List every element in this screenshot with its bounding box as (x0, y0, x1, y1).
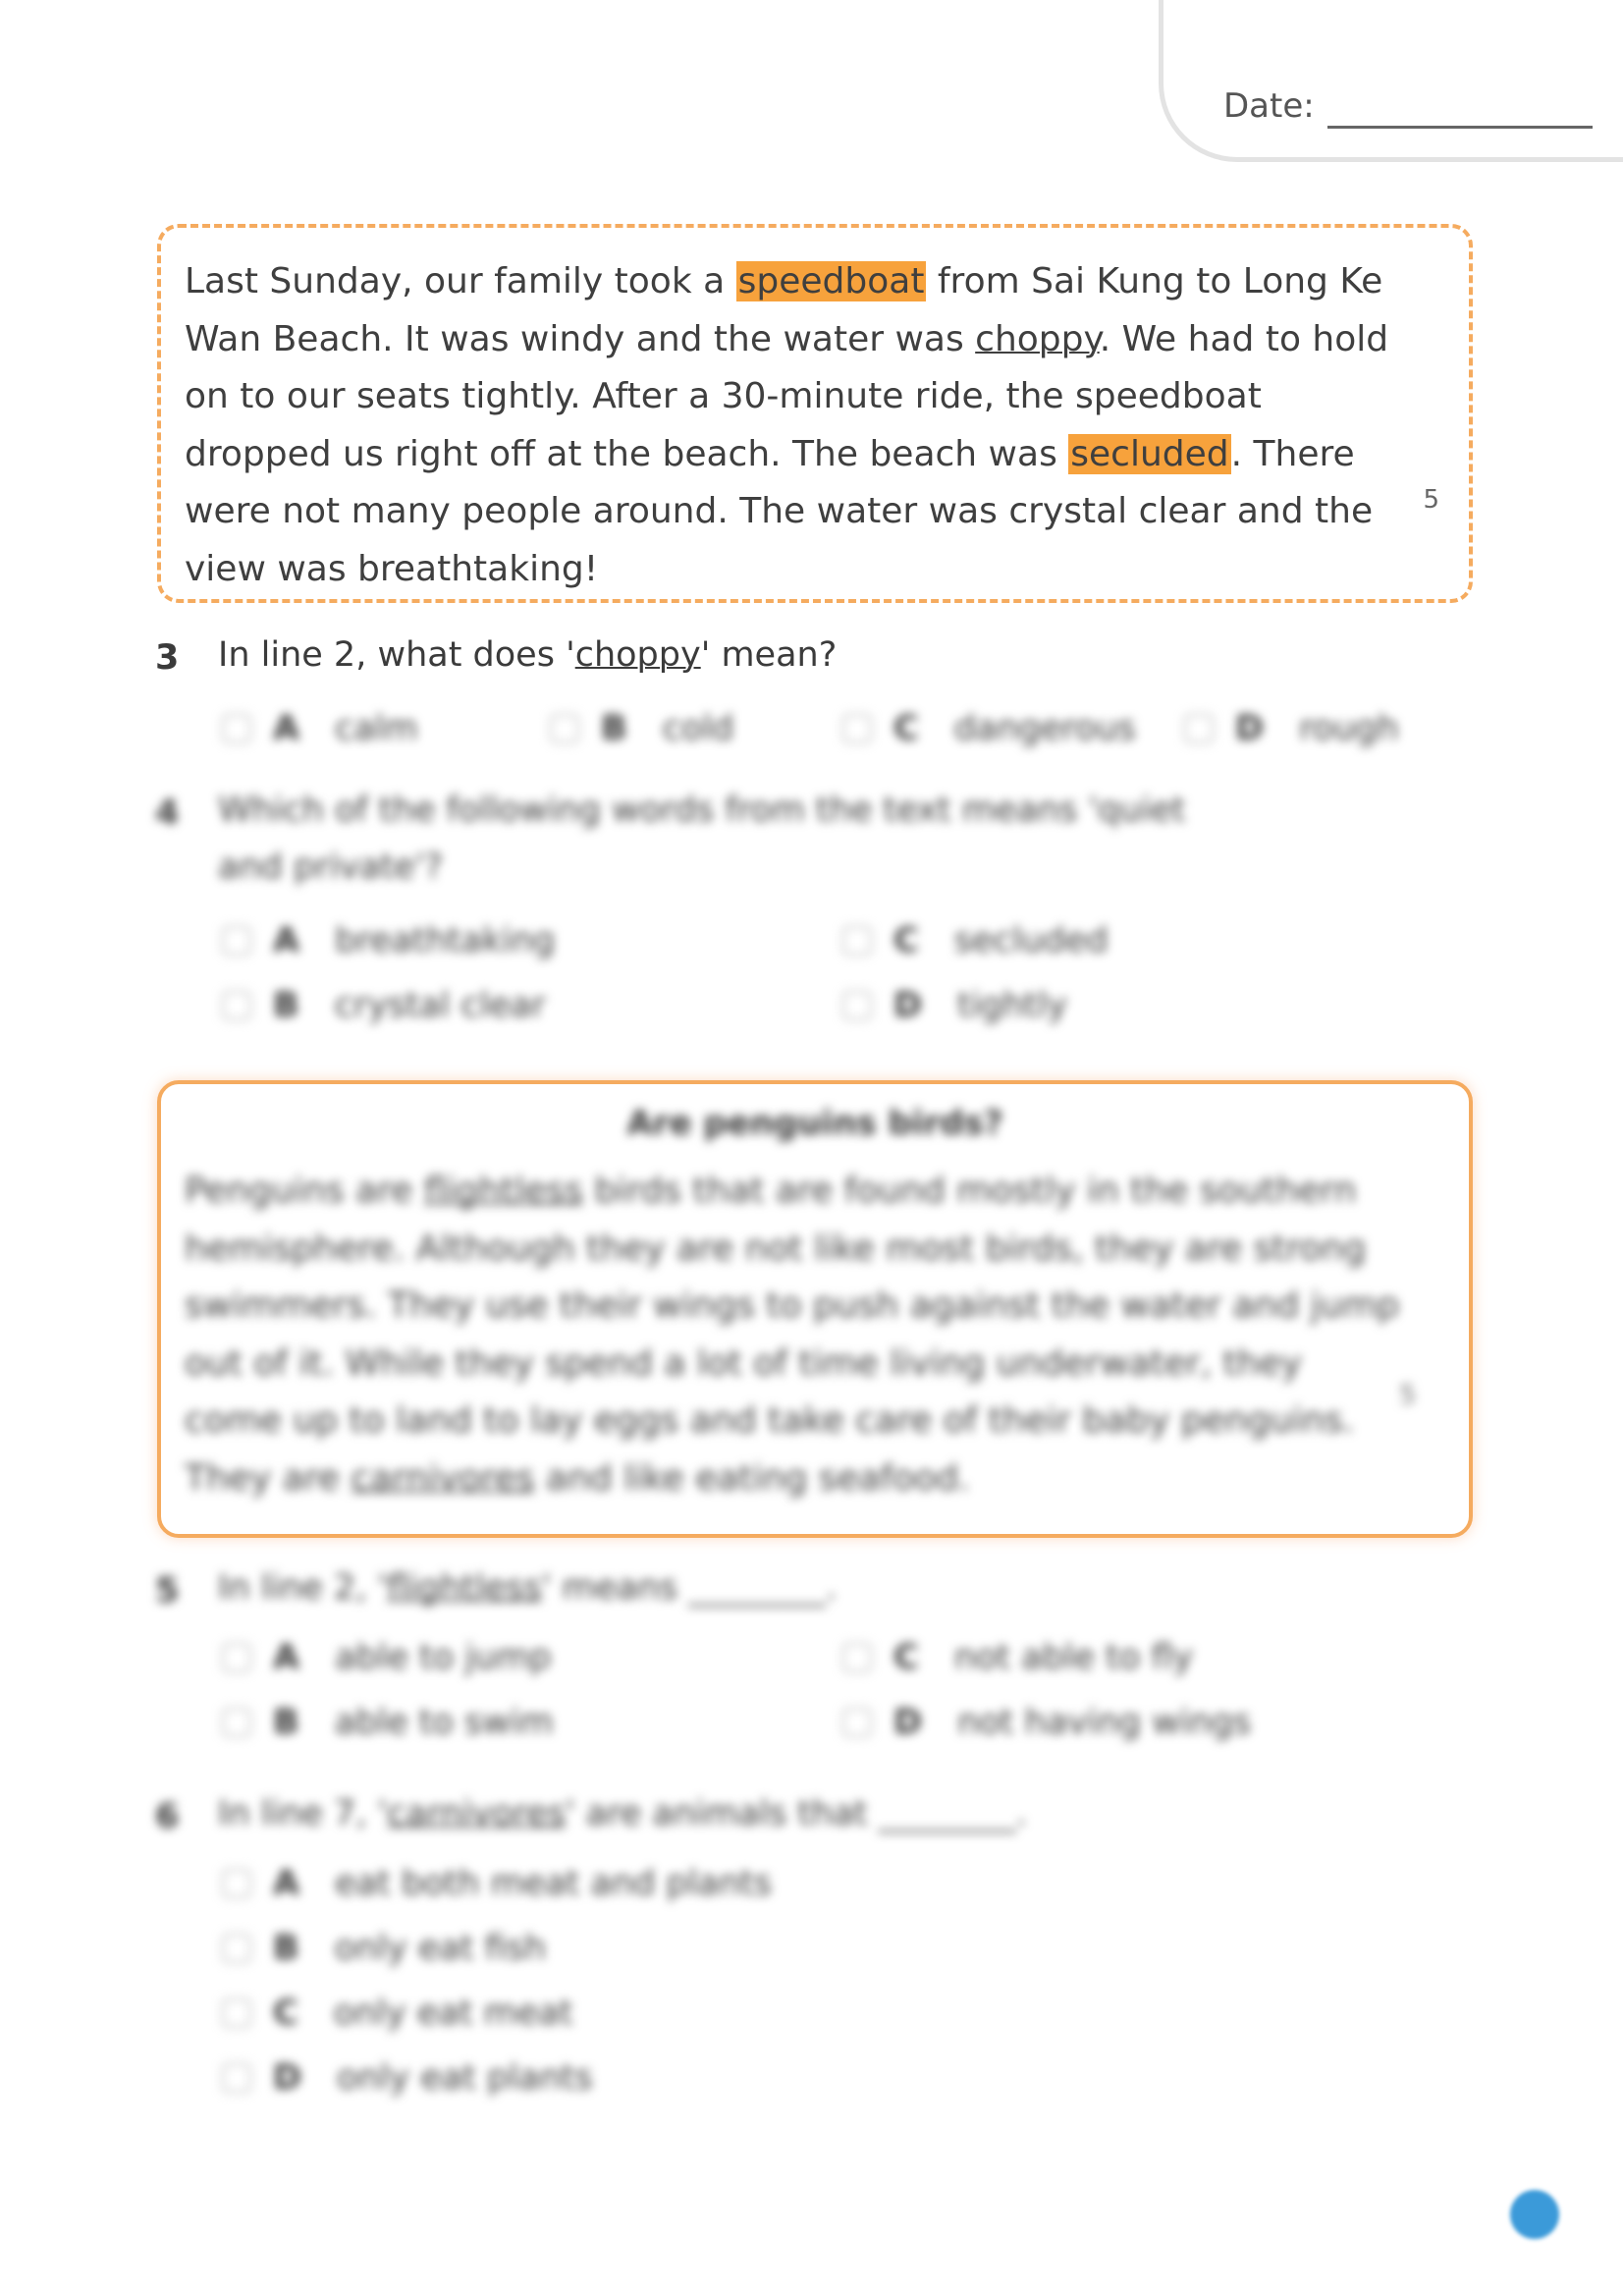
passage-text-segment: Penguins are (185, 1171, 424, 1211)
option-letter: B (273, 1703, 299, 1742)
question-number: 5 (155, 1571, 180, 1611)
question-keyword: choppy (574, 635, 701, 675)
option-text: only eat plants (337, 2058, 593, 2098)
checkbox[interactable] (842, 1708, 872, 1737)
option-letter: B (601, 709, 627, 748)
option-letter: A (273, 921, 300, 960)
passage-text (185, 253, 1392, 598)
answer-option[interactable] (222, 1994, 572, 2033)
date-field[interactable] (1327, 126, 1593, 129)
question-keyword: carnivores (387, 1794, 566, 1833)
question-text-segment: ' means ________. (541, 1568, 838, 1608)
option-letter: C (893, 921, 919, 960)
question-text-segment: ' are animals that ________. (565, 1794, 1027, 1833)
checkbox[interactable] (222, 1998, 251, 2028)
answer-option[interactable] (222, 709, 418, 748)
option-text: eat both meat and plants (335, 1864, 773, 1903)
checkbox[interactable] (1184, 714, 1214, 743)
answer-option[interactable] (842, 921, 1109, 960)
option-text: only eat meat (333, 1994, 573, 2033)
passage-text-segment: from Sai Kung to Long Ke Wan Beach. It was windy and the water was (185, 261, 1383, 359)
answer-option[interactable] (842, 1703, 1251, 1742)
question-number: 4 (155, 793, 180, 833)
date-label: Date: (1223, 86, 1315, 126)
option-text: not able to fly (953, 1638, 1194, 1677)
option-letter: D (1235, 709, 1265, 748)
option-text: crystal clear (334, 986, 546, 1025)
question-number: 3 (155, 638, 180, 678)
answer-option[interactable] (842, 986, 1067, 1025)
option-text: breathtaking (335, 921, 556, 960)
option-letter: D (273, 2058, 302, 2098)
answer-option[interactable] (222, 1703, 554, 1742)
question-text (218, 1785, 1027, 1842)
underlined-word: carnivores (351, 1457, 535, 1499)
answer-option[interactable] (1184, 709, 1399, 748)
option-letter: D (893, 986, 923, 1025)
answer-option[interactable] (222, 1864, 772, 1903)
blurred-region-passage2 (185, 1104, 1445, 1507)
checkbox[interactable] (222, 714, 251, 743)
option-text: only eat fish (334, 1929, 547, 1968)
option-letter: C (273, 1994, 298, 2033)
option-text: rough (1299, 709, 1399, 748)
answer-option[interactable] (222, 2058, 593, 2098)
option-text: secluded (953, 921, 1109, 960)
answer-option[interactable] (222, 986, 546, 1025)
page-indicator-dot (1510, 2190, 1559, 2239)
question-text (218, 627, 837, 683)
checkbox[interactable] (222, 1934, 251, 1963)
passage-text-segment: and like eating seafood. (534, 1457, 970, 1499)
checkbox[interactable] (222, 991, 251, 1020)
passage-text-segment: birds that are found mostly in the southern hemisphere. Although they are not like most birds, they are strong swimmers. They use their wings to push against the water and jump out of it. While they spend a lot of time living underwater, they come up to land to lay eggs and take care of their baby penguins. They are (185, 1171, 1400, 1499)
option-text: calm (335, 709, 418, 748)
question-text (218, 1559, 837, 1616)
underlined-word: flightless (423, 1171, 583, 1211)
answer-option[interactable] (222, 1638, 552, 1677)
option-text: able to swim (334, 1703, 554, 1742)
checkbox[interactable] (842, 1643, 872, 1672)
option-text: cold (662, 709, 734, 748)
option-letter: D (893, 1703, 923, 1742)
checkbox[interactable] (222, 2063, 251, 2093)
passage-text-segment: . We had to hold on to our seats tightly. After a 30-minute ride, the speedboat dropped us right off at the beach. The beach was (185, 318, 1389, 474)
question-text-line: and private'? (218, 847, 443, 887)
passage-text-segment: . There were not many people around. The water was crystal clear and the view was breathtaking! (185, 433, 1374, 589)
option-letter: A (273, 1864, 300, 1903)
answer-option[interactable] (842, 709, 1136, 748)
passage-title: Are penguins birds? (626, 1104, 1003, 1143)
underlined-word: choppy (975, 318, 1100, 359)
checkbox[interactable] (842, 714, 872, 743)
option-letter: C (893, 1638, 919, 1677)
question-text-segment: In line 7, ' (218, 1794, 388, 1833)
passage-penguins (157, 1080, 1473, 1538)
passage-speedboat (157, 224, 1473, 603)
checkbox[interactable] (550, 714, 579, 743)
line-number-marker: 5 (1399, 1381, 1416, 1410)
checkbox[interactable] (222, 1643, 251, 1672)
checkbox[interactable] (842, 926, 872, 956)
question-text (218, 782, 1185, 896)
option-letter: C (893, 709, 919, 748)
header-decoration (1159, 0, 1623, 162)
answer-option[interactable] (842, 1638, 1193, 1677)
checkbox[interactable] (222, 926, 251, 956)
question-text-segment: ' mean? (700, 635, 838, 675)
answer-option[interactable] (550, 709, 733, 748)
answer-option[interactable] (222, 921, 555, 960)
question-text-segment: In line 2, ' (218, 1568, 388, 1608)
checkbox[interactable] (222, 1708, 251, 1737)
option-letter: B (273, 1929, 299, 1968)
question-text-line: Which of the following words from the text means 'quiet (218, 791, 1186, 830)
option-letter: A (273, 709, 300, 748)
option-text: dangerous (953, 709, 1136, 748)
question-text-segment: In line 2, what does ' (218, 635, 575, 675)
line-number-marker: 5 (1423, 485, 1439, 515)
option-text: tightly (957, 986, 1068, 1025)
option-text: able to jump (335, 1638, 552, 1677)
option-text: not having wings (957, 1703, 1252, 1742)
highlighted-word: speedboat (737, 261, 925, 301)
checkbox[interactable] (842, 991, 872, 1020)
passage-text-segment: Last Sunday, our family took a (185, 261, 736, 301)
highlighted-word: secluded (1070, 433, 1229, 474)
option-letter: A (273, 1638, 300, 1677)
question-keyword: flightless (387, 1568, 542, 1608)
checkbox[interactable] (222, 1869, 251, 1898)
answer-option[interactable] (222, 1929, 546, 1968)
question-number: 6 (155, 1797, 180, 1836)
option-letter: B (273, 986, 299, 1025)
passage-text (185, 1163, 1402, 1507)
